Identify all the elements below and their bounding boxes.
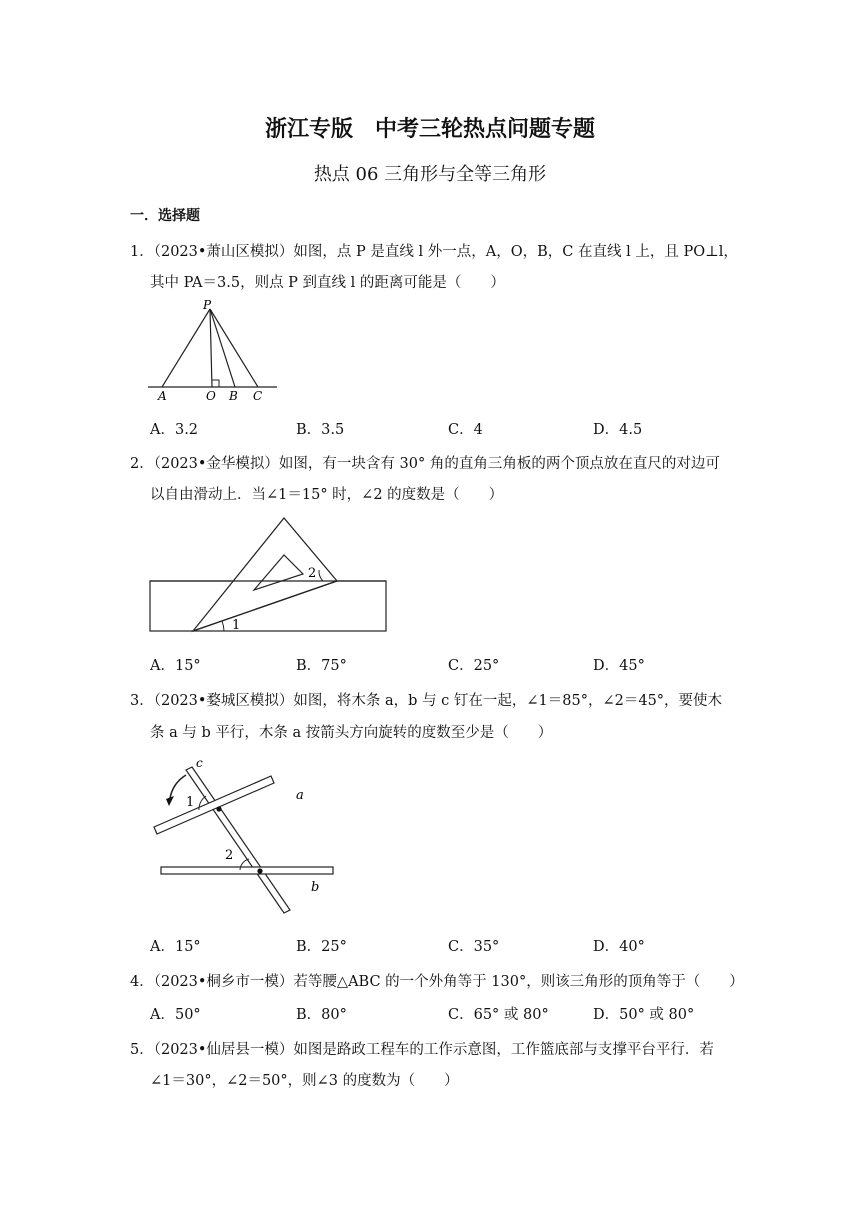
rotation-arrow	[170, 775, 186, 798]
question-4-option-d[interactable]: D．50° 或 80°	[593, 1007, 695, 1023]
question-1-line-2: 其中 PA＝3.5，则点 P 到直线 l 的距离可能是（ ）	[150, 275, 505, 291]
segment-pc	[210, 309, 258, 387]
question-3-option-d[interactable]: D．40°	[593, 939, 645, 955]
question-1-option-b[interactable]: B．3.5	[296, 422, 345, 438]
label-c: c	[196, 756, 203, 770]
question-1-figure	[140, 296, 285, 406]
segment-pa	[162, 309, 210, 387]
angle-1-label: 1	[232, 618, 241, 633]
question-2-option-c[interactable]: C．25°	[448, 658, 500, 674]
question-1-option-a[interactable]: A．3.2	[150, 422, 199, 438]
question-3-option-b[interactable]: B．25°	[296, 939, 347, 955]
question-4-option-c[interactable]: C．65° 或 80°	[448, 1007, 549, 1023]
nail-ac	[216, 806, 221, 811]
label-p: P	[203, 298, 212, 312]
question-5-line-1: 5．（2023•仙居县一模）如图是路政工程车的工作示意图，工作篮底部与支撑平台平行．若	[130, 1042, 714, 1058]
question-4-option-b[interactable]: B．80°	[296, 1007, 347, 1023]
label-a: A	[158, 389, 167, 403]
question-2-option-d[interactable]: D．45°	[593, 658, 645, 674]
right-angle-mark	[212, 380, 219, 387]
question-2-figure	[140, 510, 395, 640]
question-2-option-a[interactable]: A．15°	[150, 658, 201, 674]
question-3-line-2: 条 a 与 b 平行，木条 a 按箭头方向旋转的度数至少是（ ）	[150, 725, 553, 741]
angle-1-label: 1	[186, 795, 195, 810]
stick-a	[154, 776, 274, 834]
page-subtitle: 热点 06 三角形与全等三角形	[313, 164, 547, 185]
page-title: 浙江专版 中考三轮热点问题专题	[264, 117, 595, 142]
question-1-option-d[interactable]: D．4.5	[593, 422, 643, 438]
section-heading: 一．选择题	[130, 208, 200, 224]
rotation-arrowhead	[166, 796, 174, 806]
segment-po	[210, 309, 212, 387]
question-5-line-2: ∠1＝30°，∠2＝50°，则∠3 的度数为（ ）	[150, 1073, 459, 1089]
angle-1-arc	[222, 621, 224, 631]
stick-b	[161, 867, 333, 874]
label-b: B	[229, 389, 238, 403]
question-4-line-1: 4．（2023•桐乡市一模）若等腰△ABC 的一个外角等于 130°，则该三角形的顶角等于（ ）	[130, 974, 744, 990]
question-3-option-a[interactable]: A．15°	[150, 939, 201, 955]
question-4-option-a[interactable]: A．50°	[150, 1007, 201, 1023]
label-b: b	[311, 880, 320, 895]
angle-2-label: 2	[225, 848, 234, 863]
stick-c	[186, 767, 290, 913]
label-c: C	[253, 389, 263, 403]
question-3-option-c[interactable]: C．35°	[448, 939, 500, 955]
question-2-option-b[interactable]: B．75°	[296, 658, 347, 674]
label-a: a	[296, 788, 304, 803]
label-o: O	[206, 389, 216, 403]
question-3-figure	[140, 750, 350, 920]
question-2-line-2: 以自由滑动上．当∠1＝15° 时，∠2 的度数是（ ）	[150, 487, 504, 503]
question-1-option-c[interactable]: C．4	[448, 422, 483, 438]
angle-2-label: 2	[308, 566, 317, 581]
question-3-line-1: 3．（2023•婺城区模拟）如图，将木条 a，b 与 c 钉在一起，∠1＝85°，∠2＝45°，要使木	[130, 693, 723, 709]
segment-pb	[210, 309, 235, 387]
question-1-line-1: 1．（2023•萧山区模拟）如图，点 P 是直线 l 外一点，A，O，B，C 在直线 l 上，且 PO⊥l，	[130, 244, 738, 260]
question-2-line-1: 2．（2023•金华模拟）如图，有一块含有 30° 角的直角三角板的两个顶点放在直尺的对边可	[130, 456, 720, 472]
nail-bc	[257, 868, 262, 873]
